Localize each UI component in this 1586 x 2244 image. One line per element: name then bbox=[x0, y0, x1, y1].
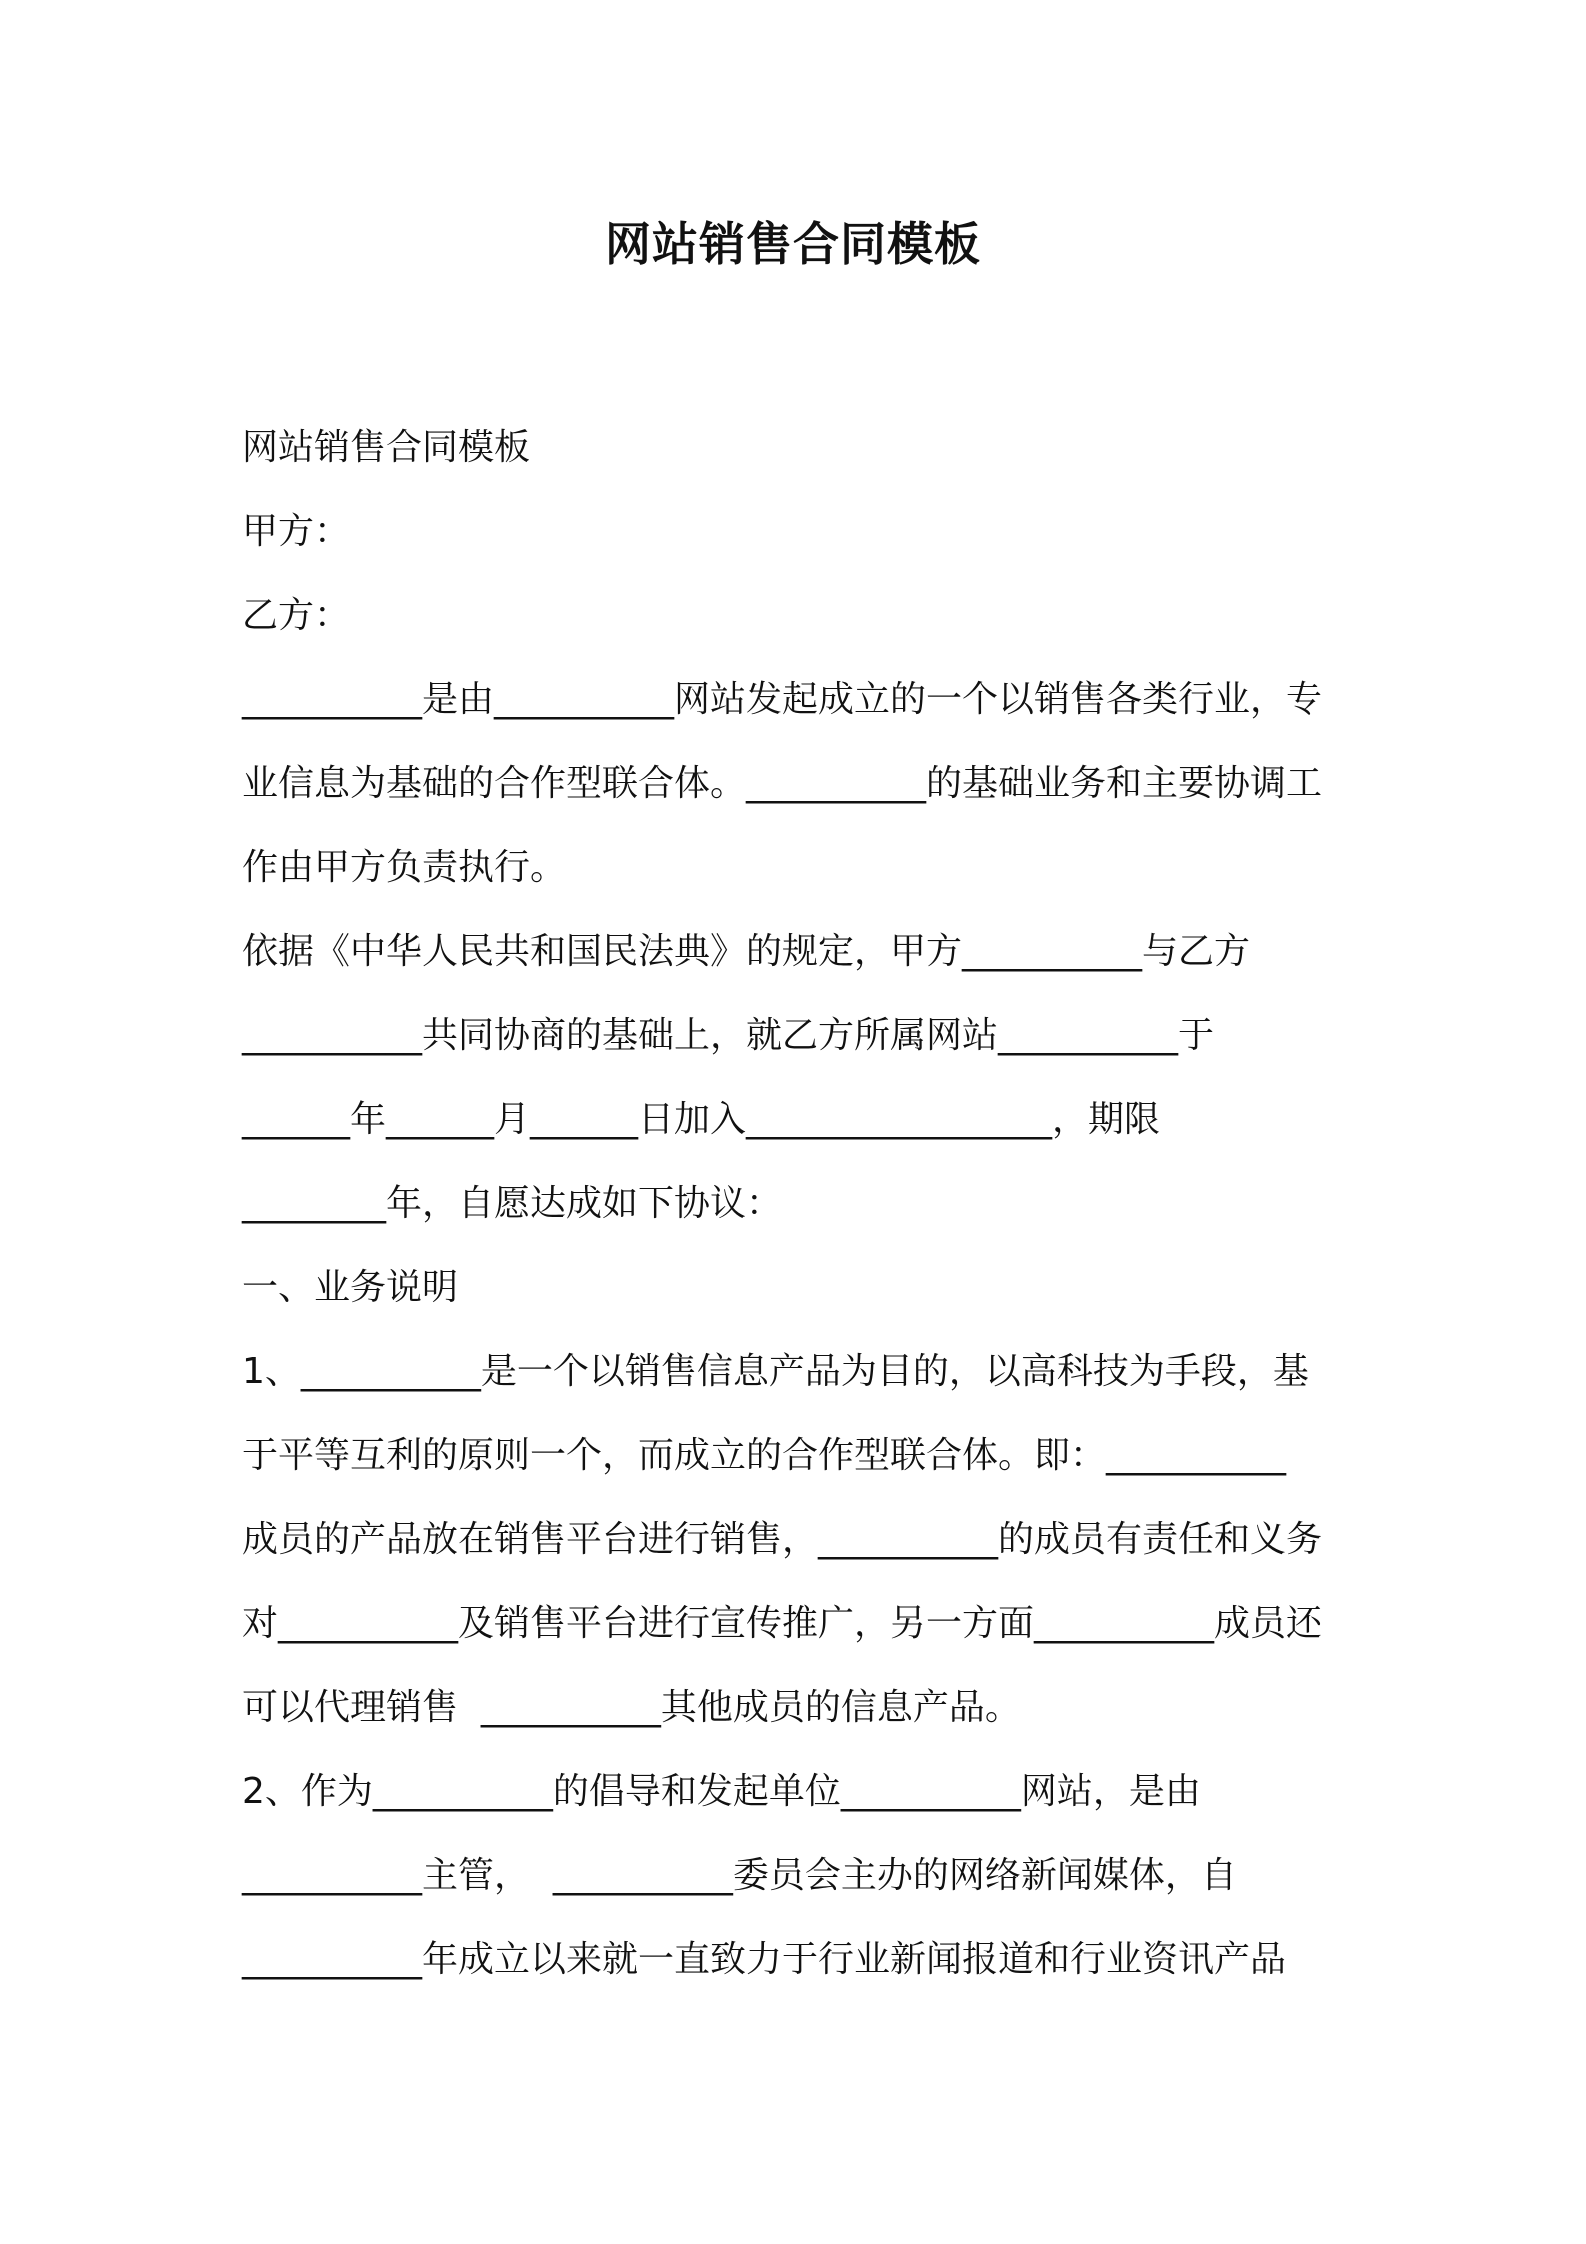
document-body bbox=[242, 406, 1352, 2002]
doc-subtitle: 网站销售合同模板 bbox=[242, 427, 531, 468]
document-title: 网站销售合同模板 bbox=[605, 217, 981, 271]
paragraph-line: 成员的产品放在销售平台进行销售，__________的成员有责任和义务 bbox=[242, 1519, 1323, 1560]
paragraph-line: 1、__________是一个以销售信息产品为目的，以高科技为手段，基 bbox=[242, 1351, 1309, 1392]
paragraph-line: __________共同协商的基础上，就乙方所属网站__________于 bbox=[242, 1015, 1215, 1056]
paragraph-line: 作由甲方负责执行。 bbox=[242, 847, 567, 888]
paragraph-line: __________年成立以来就一直致力于行业新闻报道和行业资讯产品 bbox=[242, 1939, 1287, 1980]
paragraph-line: 可以代理销售 __________其他成员的信息产品。 bbox=[242, 1687, 1021, 1728]
party-b-label: 乙方： bbox=[242, 595, 351, 636]
paragraph-line: 对__________及销售平台进行宣传推广，另一方面__________成员还 bbox=[242, 1603, 1323, 1644]
paragraph-line: __________是由__________网站发起成立的一个以销售各类行业，专 bbox=[242, 679, 1323, 720]
party-a-label: 甲方： bbox=[242, 511, 351, 552]
section-heading: 一、业务说明 bbox=[242, 1267, 459, 1308]
paragraph-line: 于平等互利的原则一个，而成立的合作型联合体。即：__________ bbox=[242, 1435, 1287, 1476]
paragraph-line: 业信息为基础的合作型联合体。__________的基础业务和主要协调工 bbox=[242, 763, 1323, 804]
paragraph-line: __________主管， __________委员会主办的网络新闻媒体，自 bbox=[242, 1855, 1237, 1896]
paragraph-line: ______年______月______日加入_________________，期限 bbox=[242, 1099, 1161, 1140]
paragraph-line: ________年，自愿达成如下协议： bbox=[242, 1183, 783, 1224]
paragraph-line: 2、作为__________的倡导和发起单位__________网站，是由 bbox=[242, 1771, 1201, 1812]
paragraph-line: 依据《中华人民共和国民法典》的规定，甲方__________与乙方 bbox=[242, 931, 1251, 972]
